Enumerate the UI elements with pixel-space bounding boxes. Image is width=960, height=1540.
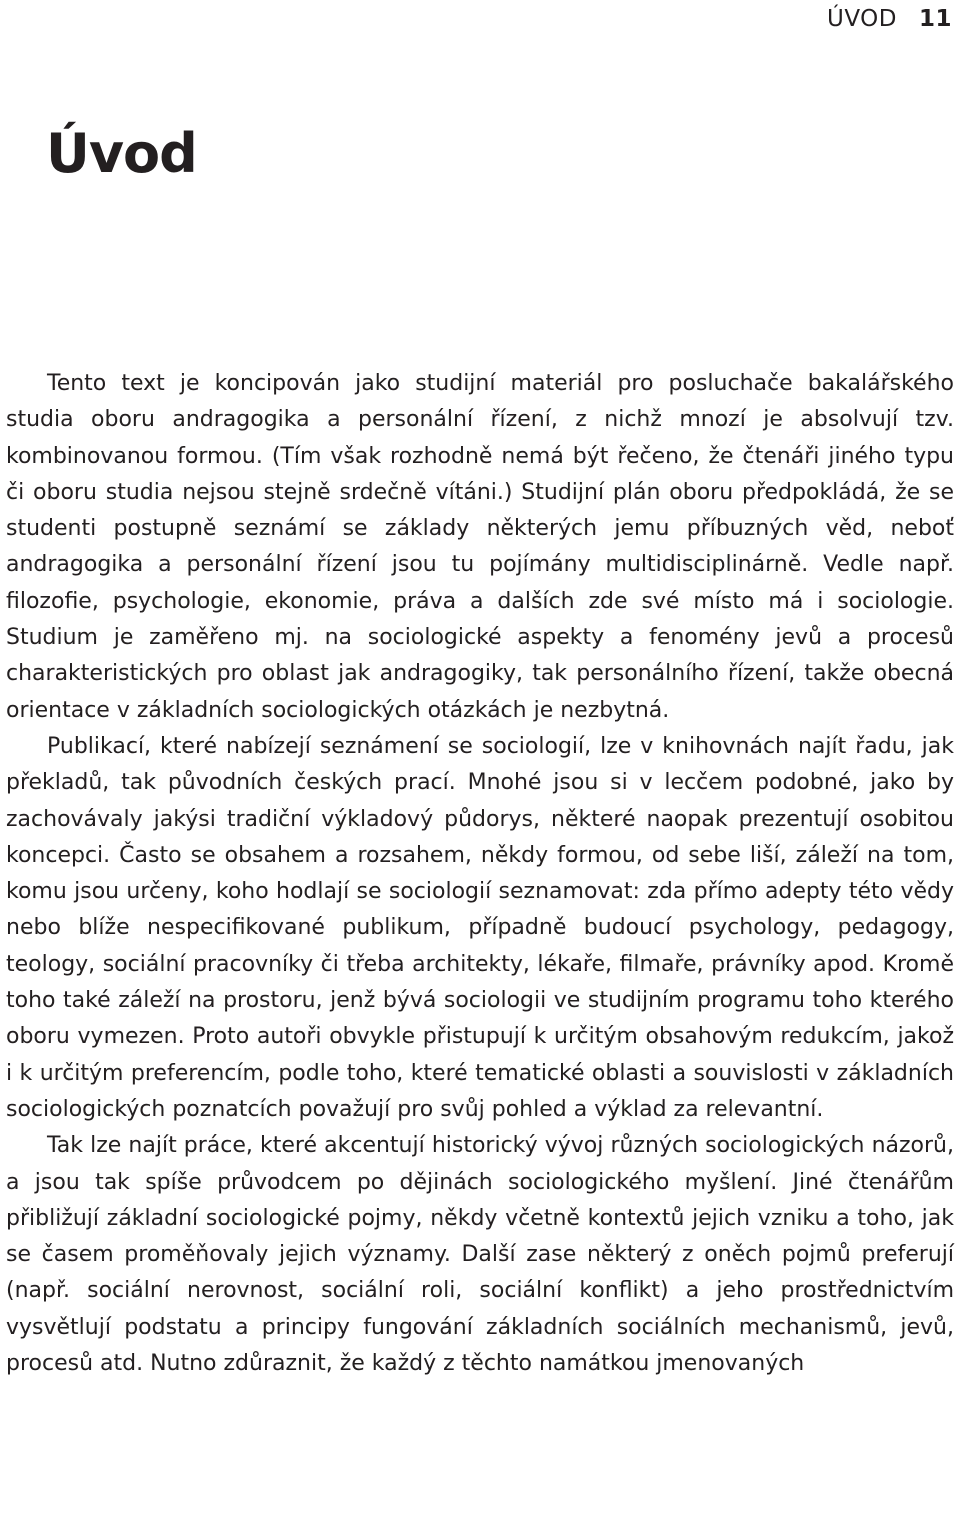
body-text <box>6 366 954 1382</box>
paragraph-1: Tento text je koncipován jako studijní materiál pro posluchače bakalářského studia oboru andragogika a personální řízení, z nichž mnozí je absolvují tzv. kombinovanou formou. (Tím však rozhodně nemá být řečeno, že čtenáři jiného typu či oboru studia nejsou stejně srdečně vítáni.) Studijní plán oboru předpokládá, že se studenti postupně seznámí se základy některých jemu příbuzných věd, neboť andragogika a personální řízení jsou tu pojímány multidisciplinárně. Vedle např. filozofie, psychologie, ekonomie, práva a dalších zde své místo má i sociologie. Studium je zaměřeno mj. na sociologické aspekty a fenomény jevů a procesů charakteristických pro oblast jak andragogiky, tak personálního řízení, takže obecná orientace v základních sociologických otázkách je nezbytná. <box>6 371 954 723</box>
chapter-title: Úvod <box>46 122 197 185</box>
running-header-section: ÚVOD <box>827 6 897 32</box>
paragraph-3: Tak lze najít práce, které akcentují historický vývoj různých sociologických názorů, a jsou tak spíše průvodcem po dějinách sociologického myšlení. Jiné čtenářům přibližují základní sociologické pojmy, někdy včetně kontextů jejich vzniku a toho, jak se časem proměňovaly jejich významy. Další zase některý z oněch pojmů preferují (např. sociální nerovnost, sociální roli, sociální konflikt) a jeho prostřednictvím vysvětlují podstatu a principy fungování základních sociálních mechanismů, jevů, procesů atd. Nutno zdůraznit, že každý z těchto namátkou jmenovaných <box>6 1133 954 1377</box>
page-number: 11 <box>918 6 952 32</box>
paragraph-2: Publikací, které nabízejí seznámení se sociologií, lze v knihovnách najít řadu, jak překladů, tak původních českých prací. Mnohé jsou si v lecčem podobné, jako by zachovávaly jakýsi tradiční výkladový půdorys, některé naopak prezentují osobitou koncepci. Často se obsahem a rozsahem, někdy formou, od sebe liší, záleží na tom, komu jsou určeny, koho hodlají se sociologií seznamovat: zda přímo adepty této vědy nebo blíže nespecifikované publikum, případně budoucí psychology, pedagogy, teology, sociální pracovníky či třeba architekty, lékaře, filmaře, právníky apod. Kromě toho také záleží na prostoru, jenž bývá sociologii ve studijním programu toho kterého oboru vymezen. Proto autoři obvykle přistupují k určitým obsahovým redukcím, jakož i k určitým preferencím, podle toho, které tematické oblasti a souvislosti v základních sociologických poznatcích považují pro svůj pohled a výklad za relevantní. <box>6 733 954 1122</box>
running-header <box>827 4 952 34</box>
